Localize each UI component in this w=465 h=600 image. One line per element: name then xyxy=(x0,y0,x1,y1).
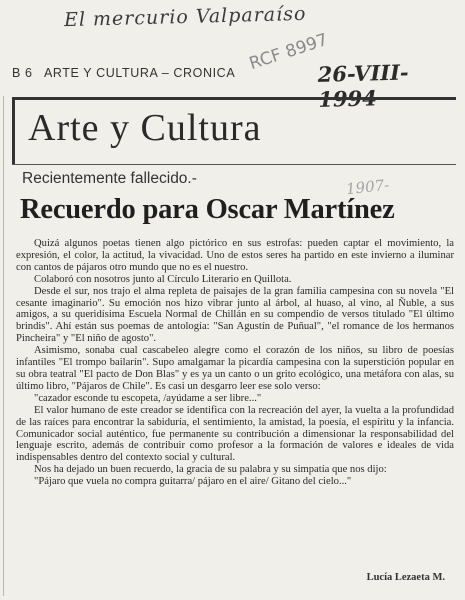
masthead xyxy=(12,97,456,165)
handwritten-year-note: 1907- xyxy=(345,175,391,199)
handwritten-date: 26-VIII-1994 xyxy=(317,59,409,112)
body-paragraph: Nos ha dejado un buen recuerdo, la gracia de su palabra y su simpatía que nos dijo: xyxy=(34,464,387,476)
section-label: ARTE Y CULTURA – CRONICA xyxy=(43,66,236,80)
handwritten-source-note: El mercurio Valparaíso xyxy=(63,2,307,32)
page-number: B 6 xyxy=(12,66,33,80)
section-header xyxy=(12,66,235,80)
article-body xyxy=(16,238,454,488)
kicker: Recientemente fallecido.- xyxy=(22,170,197,187)
body-paragraph: El valor humano de este creador se identifica con la recreación del ayer, la vuelta a la profundidad de las raíces para encontrar la sabiduría, el sentimiento, la amistad, la poesía, el espíritu y la infancia. Comunicador social auténtico, fue permanente su contribución a dimensionar la responsabilidad del lenguaje escrito, además de contribuir como profesor a la formación de valores e ideales de vida indispensables dentro del contexto social y cultural. xyxy=(16,404,454,464)
byline: Lucía Lezaeta M. xyxy=(366,572,445,583)
body-paragraph: Desde el sur, nos trajo el alma repleta de paisajes de la gran familia campesina con su novela "El cesante imaginario". Su emoción nos hizo vibrar junto al árbol, al huaso, al vino, al Ñuble, a sus amigos, a su queridísima Escuela Normal de Chillán en su compendio de versos titulado "El último brindis". Ahí están sus poemas de antología: "San Agustín de Puñual", "el romance de los hermanos Pincheira" y "El niño de agosto". xyxy=(16,285,454,345)
body-paragraph: Asimismo, sonaba cual cascabeleo alegre como el corazón de los niños, su libro de poesías infantiles "El trompo bailarín". Supo amalgamar la picardía campesina con la superstición popular en su obra teatral "El pacto de Don Blas" y es ya un canto o un grito ecológico, una metáfora con alas, su último libro, "Pájaros de Chile". Es casi un desgarro leer ese solo verso: xyxy=(16,345,454,392)
masthead-rule xyxy=(12,100,15,164)
masthead-title: Arte y Cultura xyxy=(28,107,262,149)
body-paragraph: Colaboró con nosotros junto al Círculo Literario en Quillota. xyxy=(34,273,292,285)
body-quote: "Pájaro que vuela no compra guitarra/ pájaro en el aire/ Gitano del cielo..." xyxy=(34,476,352,488)
clipping-edge xyxy=(3,96,4,596)
body-quote: "cazador esconde tu escopeta, /ayúdame a ser libre..." xyxy=(34,392,262,404)
archive-stamp-code: RCF 8997 xyxy=(246,29,331,75)
body-paragraph: Quizá algunos poetas tienen algo pictórico en sus estrofas: pueden captar el movimiento, la expresión, el color, la actitud, la vivacidad. Uno de estos seres ha partido en este invierno a iluminar con cantos de pájaros otro mundo que no es el nuestro. xyxy=(16,238,454,273)
article-headline: Recuerdo para Oscar Martínez xyxy=(20,194,395,225)
